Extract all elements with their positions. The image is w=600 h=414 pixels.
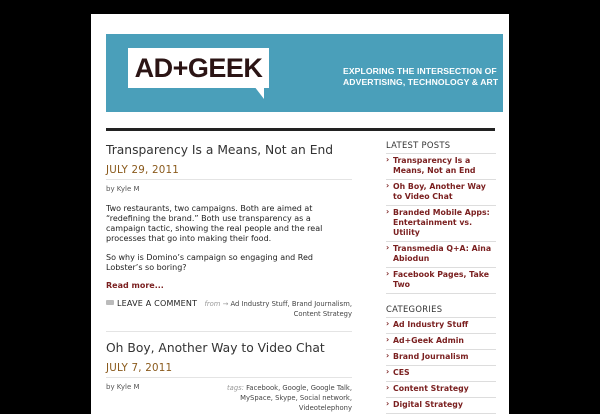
tags-links[interactable]: Facebook, Google, Google Talk, MySpace, Skype, Social network, Videotelephony bbox=[240, 384, 352, 412]
logo-speech-tail bbox=[254, 86, 264, 99]
post-date: JULY 29, 2011 bbox=[106, 164, 352, 180]
post-tags bbox=[202, 383, 352, 413]
main-content bbox=[106, 142, 352, 412]
category-link[interactable]: › Ad+Geek Admin bbox=[386, 334, 496, 350]
latest-post-link[interactable]: › Transmedia Q+A: Aina Abiodun bbox=[386, 242, 496, 268]
category-link[interactable]: › CES bbox=[386, 366, 496, 382]
leave-comment-link[interactable] bbox=[106, 299, 197, 308]
post-meta bbox=[106, 383, 352, 412]
tags-label: tags: bbox=[226, 384, 244, 392]
categories-links[interactable]: Ad Industry Stuff, Brand Journalism, Content Strategy bbox=[230, 300, 352, 318]
post-byline: by Kyle M bbox=[106, 383, 140, 391]
post bbox=[106, 142, 352, 329]
categories-title: CATEGORIES bbox=[386, 304, 443, 314]
post-excerpt bbox=[106, 204, 352, 273]
read-more-link[interactable]: Read more... bbox=[106, 281, 164, 290]
logo-text: AD+GEEK bbox=[134, 53, 263, 83]
latest-posts-title: LATEST POSTS bbox=[386, 140, 451, 150]
post-meta bbox=[106, 299, 352, 329]
leave-comment-label: LEAVE A COMMENT bbox=[117, 299, 198, 308]
post-separator bbox=[106, 331, 352, 332]
post-date: JULY 7, 2011 bbox=[106, 362, 352, 378]
categories-label: from → bbox=[204, 300, 229, 308]
categories-list bbox=[386, 317, 496, 414]
header-divider bbox=[106, 128, 495, 131]
category-link[interactable]: › Brand Journalism bbox=[386, 350, 496, 366]
post bbox=[106, 340, 352, 412]
category-link[interactable]: › Digital Strategy bbox=[386, 398, 496, 414]
latest-post-link[interactable]: › Oh Boy, Another Way to Video Chat bbox=[386, 180, 496, 206]
latest-post-link[interactable]: › Transparency Is a Means, Not an End bbox=[386, 154, 496, 180]
post-title-link[interactable]: Oh Boy, Another Way to Video Chat bbox=[106, 341, 325, 355]
header-banner[interactable] bbox=[106, 34, 503, 112]
latest-post-link[interactable]: › Branded Mobile Apps: Entertainment vs. Utility bbox=[386, 206, 496, 242]
site-tagline: EXPLORING THE INTERSECTION OF ADVERTISING, TECHNOLOGY & ART bbox=[343, 66, 499, 87]
post-categories bbox=[187, 299, 352, 319]
category-link[interactable]: › Ad Industry Stuff bbox=[386, 318, 496, 334]
post-title-link[interactable]: Transparency Is a Means, Not an End bbox=[106, 143, 334, 157]
post-byline: by Kyle M bbox=[106, 185, 140, 193]
post-paragraph: So why is Domino’s campaign so engaging and Red Lobster’s so boring? bbox=[106, 253, 313, 272]
latest-post-link[interactable]: › Facebook Pages, Take Two bbox=[386, 268, 496, 294]
post-paragraph: Two restaurants, two campaigns. Both are aimed at “redefining the brand.” Both use transparency as a campaign tactic, showing the real people and the real processes that go into making their food. bbox=[106, 204, 323, 243]
comment-icon bbox=[106, 300, 114, 305]
category-link[interactable]: › Content Strategy bbox=[386, 382, 496, 398]
page-container bbox=[91, 14, 509, 414]
sidebar bbox=[386, 140, 496, 414]
latest-posts-list bbox=[386, 153, 496, 294]
site-logo[interactable] bbox=[128, 48, 269, 88]
